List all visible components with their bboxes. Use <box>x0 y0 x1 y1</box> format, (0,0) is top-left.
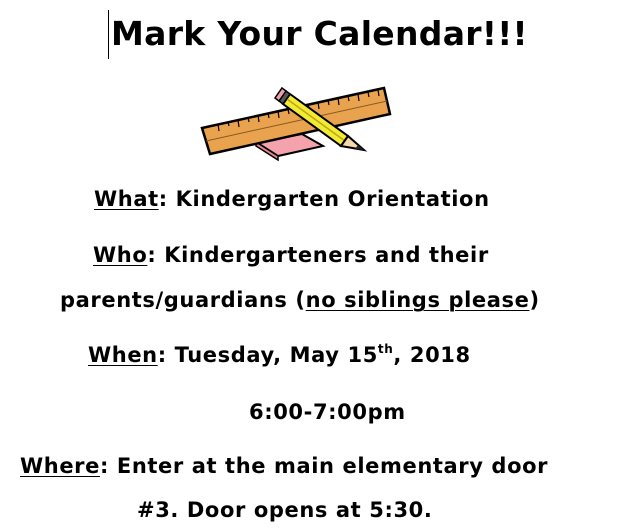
where-separator: : <box>99 454 109 478</box>
where-label: Where <box>20 454 100 478</box>
ruler-pencil-eraser-icon <box>198 80 398 165</box>
who-label: Who <box>93 243 148 267</box>
text-cursor <box>108 10 109 59</box>
when-date: Tuesday, May 15 <box>174 343 378 367</box>
where-text: Enter at the main elementary door <box>116 454 549 478</box>
when-date-suffix: th <box>377 342 394 356</box>
when-line <box>88 343 471 367</box>
who-line-2 <box>60 288 540 312</box>
who-line2-before: parents/guardians ( <box>60 288 306 312</box>
what-line <box>94 187 490 211</box>
where-line-2: #3. Door opens at 5:30. <box>137 498 433 522</box>
when-year: , 2018 <box>393 343 471 367</box>
what-separator: : <box>158 187 168 211</box>
when-time: 6:00-7:00pm <box>249 400 406 424</box>
who-separator: : <box>147 243 157 267</box>
when-label: When <box>88 343 158 367</box>
page-title: Mark Your Calendar!!! <box>111 14 528 53</box>
where-line <box>20 454 548 478</box>
when-separator: : <box>157 343 167 367</box>
what-label: What <box>94 187 159 211</box>
who-note: no siblings please <box>305 288 530 312</box>
what-text: Kindergarten Orientation <box>175 187 490 211</box>
who-line <box>93 243 489 267</box>
who-text: Kindergarteners and their <box>164 243 489 267</box>
who-line2-after: ) <box>529 288 540 312</box>
